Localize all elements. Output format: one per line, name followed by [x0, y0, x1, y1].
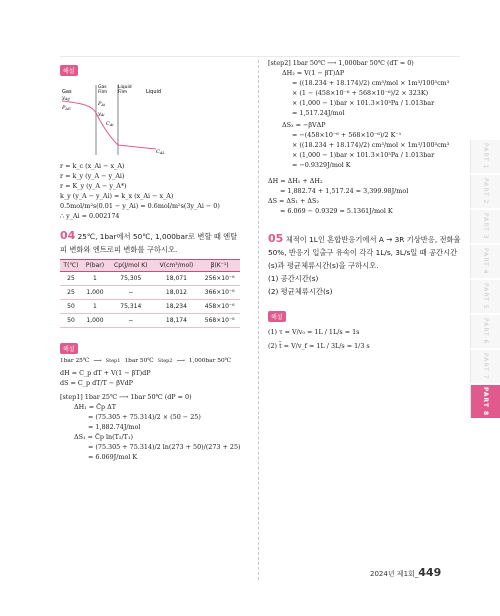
process-path: 1bar 25℃ ⟶ Step1 1bar 50℃ Step2 ⟶ 1,000bar 50℃: [60, 358, 232, 364]
diagram-pai-label: $P_{Ai}$: [98, 101, 106, 107]
column-divider: [258, 60, 259, 580]
space-time-solution: (1) τ = V/v₀ = 1L / 1L/s = 1s: [268, 328, 360, 336]
ds2-line-b: × ((18.234 + 18.174)/2) cm³/mol × 1m³/100³cm³: [292, 141, 450, 149]
ds-total: ΔS = ΔS₁ + ΔS₂: [268, 197, 319, 205]
dh1-result: = 1,882.74J/mol: [88, 423, 141, 431]
table-cell: 75,305: [108, 272, 154, 286]
dh2-line-c: × (1,000 − 1)bar × 101.3×10³Pa / 1.013bar: [292, 99, 435, 107]
question-number: 05: [268, 232, 284, 245]
right-column: [268, 58, 463, 351]
solution-04: [60, 336, 240, 462]
table-row: [60, 272, 240, 286]
path-start: 1bar 25℃: [60, 358, 90, 364]
diagram-gas-film-label: Gas: [98, 85, 107, 90]
table-cell: 25: [60, 286, 82, 300]
table-cell: 256×10⁻⁶: [199, 272, 240, 286]
residence-time-solution: (2) t̄ = V/v_f = 1L / 3L/s = 1/3 s: [268, 342, 370, 350]
column-header: P(bar): [82, 260, 108, 272]
diagram-cal-label: $C_{AL}$: [156, 149, 165, 155]
column-header: β(K⁻¹): [199, 260, 240, 272]
table-cell: 50: [60, 300, 82, 314]
table-cell: 18,234: [154, 300, 200, 314]
diagram-pag-label: $P_{AG}$: [62, 105, 71, 111]
question-item-1: (1) 공간시간(s): [268, 274, 319, 283]
question-04: [60, 229, 240, 328]
step1-title: [step1] 1bar 25℃ ⟶ 1bar 50℃ (dP = 0): [60, 393, 192, 401]
table-cell: 18,012: [154, 286, 200, 300]
equation-line: 0.5mol/m²s(0.01 − y_Ai) = 0.6mol/m²s(3y_Ai − 0): [60, 202, 220, 210]
question-item-2: (2) 평균체류시간(s): [268, 287, 333, 296]
part-tabs: [470, 140, 500, 420]
equation-line: k_y (y_A − y_Ai) = k_x (x_Ai − x_A): [60, 192, 174, 200]
diagram-liquid-label: Liquid: [146, 89, 162, 95]
equation-line: r = K_y (y_A − y_A*): [60, 182, 127, 190]
diagram-gas-label: Gas: [62, 89, 72, 95]
top-rule: [60, 56, 460, 57]
ds2-formula: ΔS₂ = −βVΔP: [282, 121, 326, 129]
dh2-formula: ΔH₂ = V(1 − βT)ΔP: [282, 69, 345, 77]
dh2-result: = 1,517.24J/mol: [292, 109, 345, 117]
entropy-differential: dS = C_p dT/T − βVdP: [60, 379, 133, 387]
table-cell: 1,000: [82, 314, 108, 328]
svg-text:Film: Film: [98, 90, 108, 95]
column-header: Cp(J/mol K): [108, 260, 154, 272]
table-cell: 1: [82, 272, 108, 286]
ds2-line-c: × (1,000 − 1)bar × 101.3×10³Pa / 1.013bar: [292, 151, 435, 159]
table-cell: 1: [82, 300, 108, 314]
page-number: 449: [418, 566, 442, 579]
table-row: [60, 300, 240, 314]
issue-label: 2024년 제1회_: [370, 570, 419, 578]
table-cell: 18,071: [154, 272, 200, 286]
solution-badge: 해설: [268, 311, 286, 322]
svg-text:Film: Film: [118, 90, 128, 95]
table-cell: 50: [60, 314, 82, 328]
diagram-liquid-film-label: Liquid: [118, 85, 132, 90]
dh-total: ΔH = ΔH₁ + ΔH₂: [268, 177, 323, 185]
diagram-cai-label: $C_{Ai}$: [106, 121, 114, 127]
tab-part-7[interactable]: PART 7: [470, 350, 500, 383]
ds2-result: = −0.9329J/mol K: [292, 161, 351, 169]
enthalpy-differential: dH = C_p dT + V(1 − βT)dP: [60, 369, 151, 377]
path-step2-label: Step2: [157, 358, 173, 364]
tab-part-5[interactable]: PART 5: [470, 280, 500, 313]
table-cell: 1,000: [82, 286, 108, 300]
question-text: 25℃, 1bar에서 50℃, 1,000bar로 변할 때 엔탈피 변화와 엔트로피 변화를 구하시오.: [60, 232, 238, 254]
tab-part-1[interactable]: PART 1: [470, 140, 500, 173]
path-mid: 1bar 50℃: [124, 358, 154, 364]
path-end: 1,000bar 50℃: [188, 358, 232, 364]
two-film-diagram: [60, 79, 190, 159]
tab-part-3[interactable]: PART 3: [470, 210, 500, 243]
table-cell: 25: [60, 272, 82, 286]
equation-line: r = k_y (y_A − y_Ai): [60, 172, 125, 180]
page-footer: [370, 566, 441, 579]
left-column: [60, 58, 240, 462]
table-cell: 18,174: [154, 314, 200, 328]
ds1-result: = 6.069J/mol K: [88, 453, 138, 461]
column-header: V(cm³/mol): [154, 260, 200, 272]
solution-badge: 해설: [60, 65, 78, 76]
ds2-line-a: = −(458×10⁻⁶ + 568×10⁻⁶)/2 K⁻¹: [292, 131, 402, 139]
mass-transfer-equations: [60, 161, 240, 221]
diagram-yai-label: $y_{Ai}$: [98, 111, 105, 117]
equation-line: r = k_c (x_Ai − x_A): [60, 162, 125, 170]
table-cell: 568×10⁻⁶: [199, 314, 240, 328]
column-header: T(℃): [60, 260, 82, 272]
table-cell: 366×10⁻⁶: [199, 286, 240, 300]
path-step1-label: Step1: [105, 358, 121, 364]
tab-part-6[interactable]: PART 6: [470, 315, 500, 348]
solution-badge: 해설: [60, 343, 78, 354]
equation-line: ∴ y_Ai = 0.002174: [60, 212, 120, 220]
dh1-formula: ΔH₁ = C̄p ΔT: [74, 403, 117, 411]
table-cell: 75,314: [108, 300, 154, 314]
table-header-row: [60, 260, 240, 272]
dh1-calc: = (75.305 + 75.314)/2 × (50 − 25): [88, 413, 201, 421]
tab-part-8[interactable]: PART 8: [470, 385, 500, 418]
dh-total-calc: = 1,882.74 + 1,517.24 = 3,399.98J/mol: [280, 187, 409, 195]
tab-part-2[interactable]: PART 2: [470, 175, 500, 208]
question-text: 체적이 1L인 혼합반응기에서 A → 3R 기상반응, 전화율 50%, 반응기 입출구 유속이 각각 1L/s, 3L/s일 때 공간시간(s)과 평균체류시간(s)을 구하시오.: [268, 235, 461, 270]
table-cell: 458×10⁻⁶: [199, 300, 240, 314]
question-number: 04: [60, 229, 76, 242]
dh2-line-a: = ((18.234 + 18.174)/2) cm³/mol × 1m³/100³cm³: [292, 79, 450, 87]
diagram-yag-label: $y_{Ag}$: [62, 95, 70, 101]
table-cell: −: [108, 286, 154, 300]
table-cell: −: [108, 314, 154, 328]
ds1-formula: ΔS₁ = C̄p ln(T₂/T₁): [74, 433, 133, 441]
table-row: [60, 286, 240, 300]
question-05: [268, 232, 463, 298]
ds-total-calc: = 6.069 − 0.9329 = 5.1361J/mol K: [280, 207, 393, 215]
property-table: [60, 259, 240, 328]
tab-part-4[interactable]: PART 4: [470, 245, 500, 278]
ds1-calc: = (75.305 + 75.314)/2 ln(273 + 50)/(273 + 25): [88, 443, 241, 451]
step2-title: [step2] 1bar 50℃ ⟶ 1,000bar 50℃ (dT = 0): [268, 59, 414, 67]
solution-05: [268, 304, 463, 351]
table-row: [60, 314, 240, 328]
dh2-line-b: × (1 − (458×10⁻⁶ + 568×10⁻⁶)/2 × 323K): [292, 89, 429, 97]
